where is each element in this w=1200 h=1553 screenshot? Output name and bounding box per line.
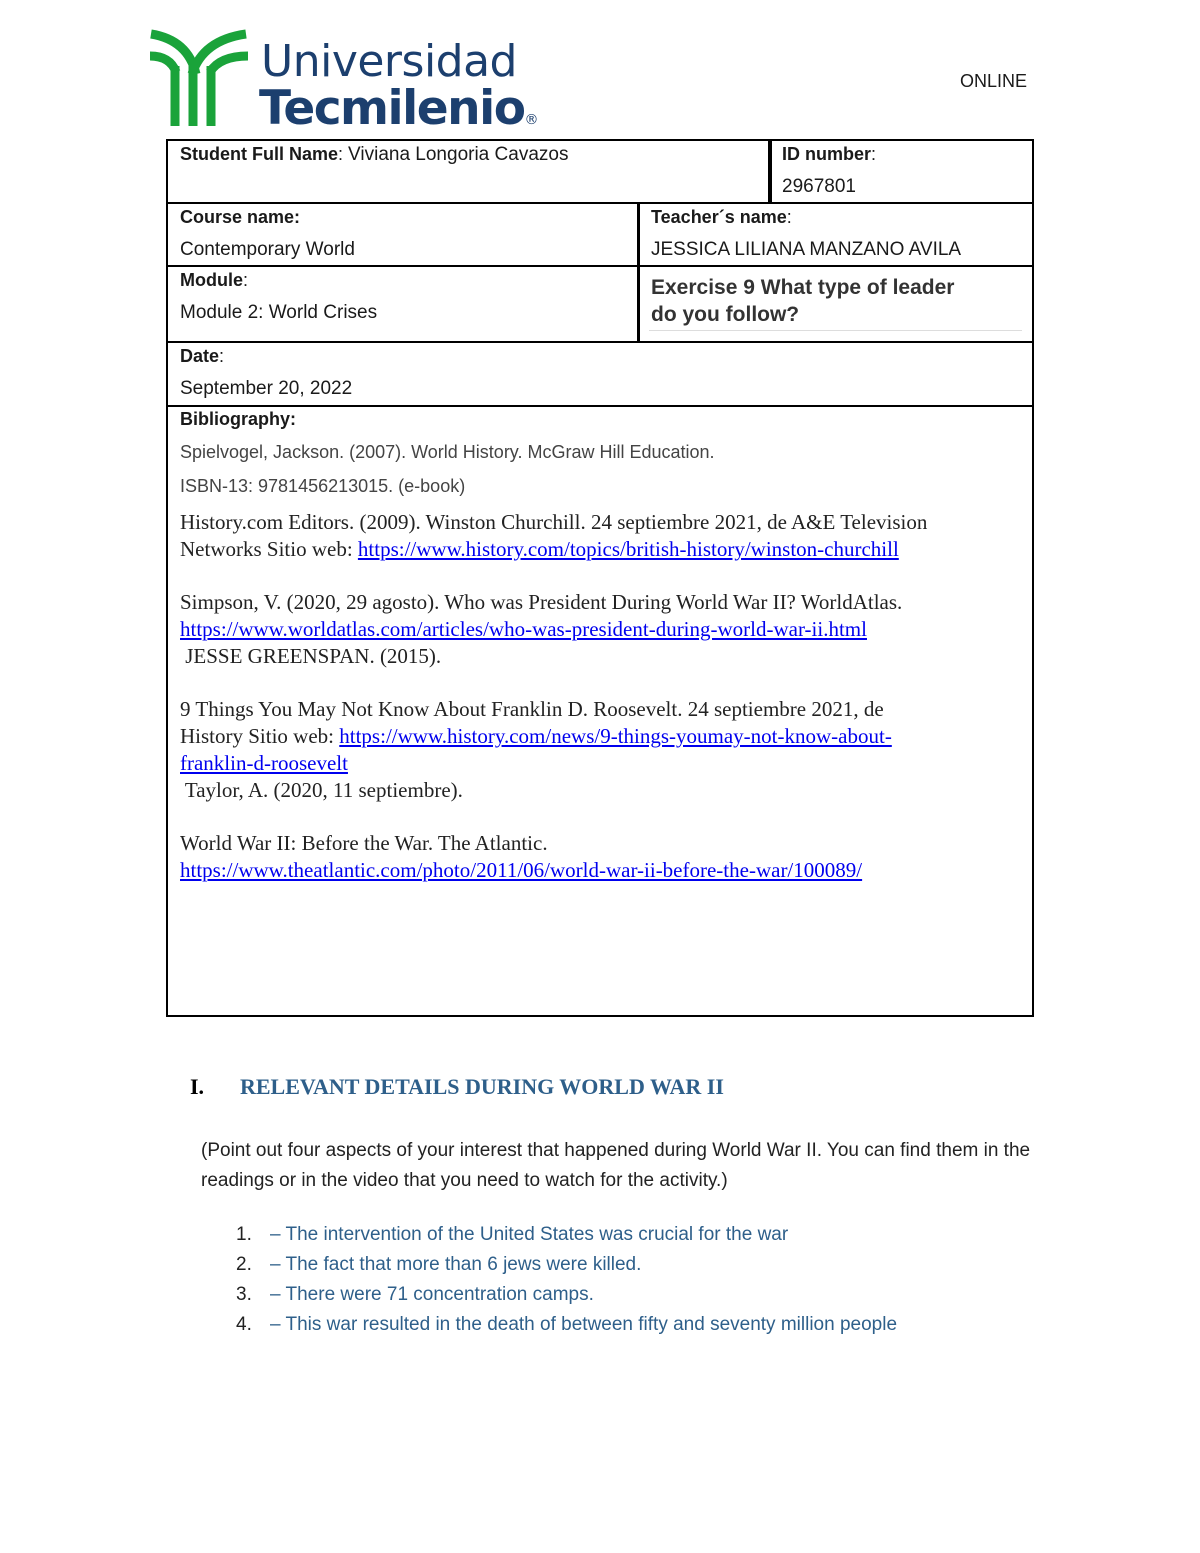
- bib-entry-roosevelt: 9 Things You May Not Know About Franklin D. Roosevelt. 24 septiembre 2021, de History Sitio web: https://www.history.com/news/9-things-youmay-not-know-about- franklin-d-roosevelt Taylor, A. (2020, 11 septiembre).: [180, 697, 892, 802]
- module-value: Module 2: World Crises: [180, 302, 378, 323]
- student-name-cell: [166, 139, 772, 204]
- churchill-link[interactable]: https://www.history.com/topics/british-history/winston-churchill: [357, 537, 899, 561]
- arch-logo-icon: [148, 26, 258, 130]
- list-item: 1. – The intervention of the United States was crucial for the war: [236, 1224, 789, 1245]
- course-name-cell: [166, 202, 640, 267]
- bib-entry-simpson: Simpson, V. (2020, 29 agosto). Who was President During World War II? WorldAtlas. https://www.worldatlas.com/articles/who-was-president-during-world-war-ii.html JESSE GREENSPAN. (2015).: [180, 590, 903, 668]
- course-name-label: Course name:: [180, 207, 301, 227]
- logo-word-tecmilenio: Tecmilenio®: [259, 81, 537, 136]
- section-number: I.: [190, 1074, 205, 1099]
- bib-entry-isbn: ISBN-13: 9781456213015. (e-book): [180, 476, 466, 496]
- roosevelt-link-part2[interactable]: franklin-d-roosevelt: [180, 751, 348, 775]
- roosevelt-link-part1[interactable]: https://www.history.com/news/9-things-youmay-not-know-about-: [339, 724, 892, 748]
- list-item: 2. – The fact that more than 6 jews were killed.: [236, 1254, 642, 1275]
- bibliography-label: Bibliography:: [180, 409, 296, 429]
- bib-entry-atlantic: World War II: Before the War. The Atlantic. https://www.theatlantic.com/photo/2011/06/world-war-ii-before-the-war/100089/: [180, 831, 863, 882]
- atlantic-link[interactable]: https://www.theatlantic.com/photo/2011/06/world-war-ii-before-the-war/100089/: [180, 858, 863, 882]
- section-title: RELEVANT DETAILS DURING WORLD WAR II: [240, 1074, 724, 1099]
- teacher-name-cell: [637, 202, 1034, 267]
- section-heading: [190, 1074, 724, 1100]
- aspects-list: [236, 1220, 897, 1340]
- module-cell: [166, 265, 640, 343]
- date-label: Date:: [180, 346, 225, 366]
- id-number-label: ID number:: [782, 144, 877, 164]
- student-name-label: Student Full Name: Viviana Longoria Cavazos: [180, 144, 569, 165]
- teacher-name-label: Teacher´s name:: [651, 207, 792, 227]
- bibliography-cell: [166, 405, 1034, 1017]
- student-name-value: Viviana Longoria Cavazos: [348, 144, 569, 165]
- logo-word-universidad: Universidad: [261, 36, 517, 87]
- id-number-cell: [768, 139, 1034, 204]
- list-item: 3. – There were 71 concentration camps.: [236, 1284, 594, 1305]
- exercise-cell: [637, 265, 1034, 343]
- bib-entry-spielvogel: Spielvogel, Jackson. (2007). World History. McGraw Hill Education.: [180, 442, 715, 462]
- teacher-name-value: JESSICA LILIANA MANZANO AVILA: [651, 239, 962, 260]
- id-number-value: 2967801: [782, 176, 856, 197]
- bib-entry-churchill: History.com Editors. (2009). Winston Churchill. 24 septiembre 2021, de A&E Television Networks Sitio web: https://www.history.com/topics/british-history/winston-churchill: [180, 510, 928, 561]
- module-label: Module:: [180, 270, 249, 290]
- date-cell: [166, 341, 1034, 407]
- exercise-title: Exercise 9 What type of leader do you follow?: [651, 276, 955, 326]
- list-item: 4. – This war resulted in the death of between fifty and seventy million people: [236, 1314, 898, 1335]
- date-value: September 20, 2022: [180, 378, 353, 399]
- course-name-value: Contemporary World: [180, 239, 355, 260]
- worldatlas-link[interactable]: https://www.worldatlas.com/articles/who-was-president-during-world-war-ii.html: [180, 617, 867, 641]
- section-instructions: (Point out four aspects of your interest that happened during World War II. You can find them in the readings or in the video that you need to watch for the activity.): [201, 1140, 1031, 1191]
- university-logo: [148, 26, 538, 136]
- exercise-underline: [649, 330, 1022, 331]
- online-label: ONLINE: [960, 71, 1028, 91]
